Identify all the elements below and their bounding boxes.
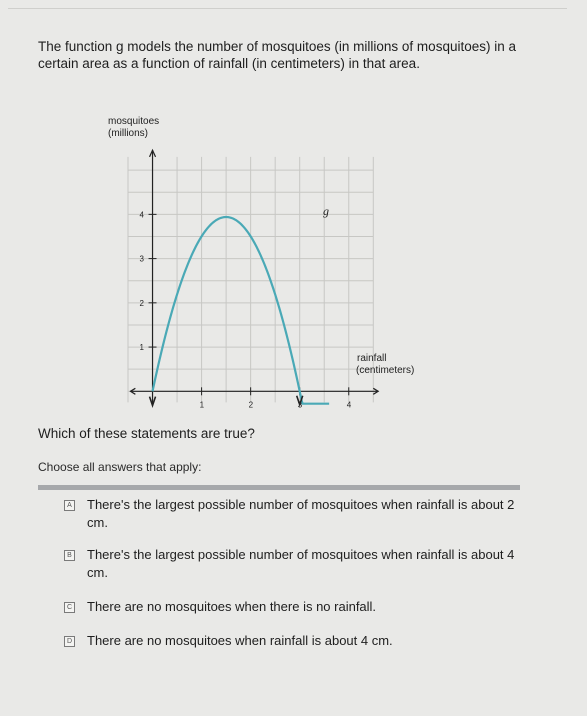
choice-d-checkbox[interactable]: D bbox=[64, 636, 75, 647]
function-label: g bbox=[323, 204, 329, 218]
choice-b-text: There's the largest possible number of mosquitoes when rainfall is about 4 cm. bbox=[87, 547, 515, 580]
choice-c-text: There are no mosquitoes when there is no rainfall. bbox=[87, 599, 377, 614]
x-axis-label-line1: rainfall bbox=[357, 353, 387, 364]
y-tick-label: 4 bbox=[139, 210, 144, 220]
choices-divider bbox=[38, 485, 520, 490]
y-tick-label: 1 bbox=[139, 343, 144, 353]
prompt-text: Which of these statements are true? bbox=[38, 426, 255, 441]
choice-c-checkbox[interactable]: C bbox=[64, 602, 75, 613]
choice-c[interactable] bbox=[64, 598, 524, 616]
y-axis-label-line1: mosquitoes bbox=[108, 116, 160, 127]
y-axis-label-line2: (millions) bbox=[108, 128, 148, 139]
x-tick-label: 1 bbox=[199, 400, 205, 410]
choice-a-checkbox[interactable]: A bbox=[64, 500, 75, 511]
choice-d-text: There are no mosquitoes when rainfall is about 4 cm. bbox=[87, 633, 393, 648]
choice-a-text: There's the largest possible number of mosquitoes when rainfall is about 2 cm. bbox=[87, 497, 515, 530]
choice-b-checkbox[interactable]: B bbox=[64, 550, 75, 561]
top-divider bbox=[8, 8, 567, 9]
instruction-text: Choose all answers that apply: bbox=[38, 460, 202, 474]
choice-a[interactable] bbox=[64, 496, 524, 532]
question-text: The function g models the number of mosquitoes (in millions of mosquitoes) in a certain area as a function of rainfall (in centimeters) in that area. bbox=[38, 39, 516, 71]
answer-choices bbox=[64, 496, 524, 650]
x-axis-label-line2: (centimeters) bbox=[356, 365, 415, 376]
y-tick-label: 2 bbox=[139, 298, 144, 308]
x-tick-label: 2 bbox=[248, 400, 254, 410]
x-tick-label: 3 bbox=[297, 400, 303, 410]
x-tick-label: 4 bbox=[346, 400, 352, 410]
graph bbox=[100, 112, 420, 412]
choice-d[interactable] bbox=[64, 632, 524, 650]
choice-b[interactable] bbox=[64, 546, 524, 582]
function-curve-g bbox=[153, 217, 330, 404]
function-graph bbox=[100, 112, 420, 412]
y-tick-label: 3 bbox=[139, 254, 144, 264]
